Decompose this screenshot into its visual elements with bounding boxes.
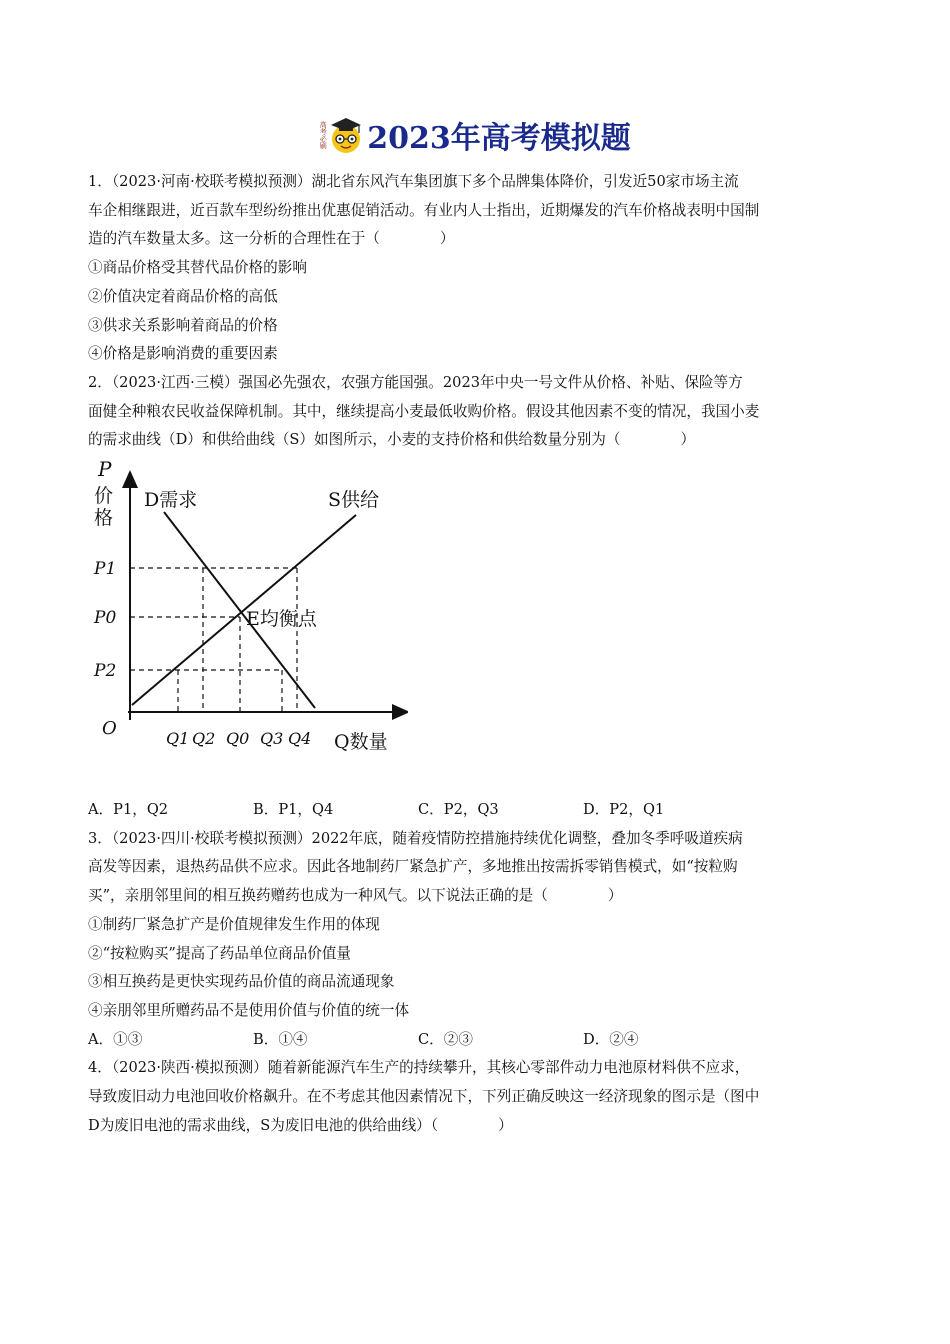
q2-line (88, 426, 866, 455)
option-a[interactable]: A．①③ (88, 1030, 143, 1048)
q4-line: 4．（2023·陕西·模拟预测）随着新能源汽车生产的持续攀升，其核心零部件动力电池原材料供不应求， (88, 1059, 750, 1077)
page-title: 2023年高考模拟题 (367, 121, 631, 156)
q1-item: ④价格是影响消费的重要因素 (88, 345, 278, 363)
page-header (0, 110, 950, 160)
q3-label: Q3 (260, 729, 284, 749)
logo-text: 高考必刷 (319, 121, 328, 149)
origin-label: O (102, 718, 117, 740)
close-paren: ） (680, 431, 696, 449)
q1-item: ②价值决定着商品价格的高低 (88, 287, 278, 305)
q1-item: ③供求关系影响着商品的价格 (88, 316, 278, 334)
p2-label: P2 (94, 661, 117, 682)
option-b[interactable]: B．①④ (253, 1030, 308, 1048)
close-paren: ） (607, 887, 623, 905)
q4-stem-end: D为废旧电池的需求曲线，S为废旧电池的供给曲线）（ (88, 1116, 439, 1134)
close-paren: ） (439, 230, 455, 248)
q2-options (88, 796, 866, 825)
p-axis-label: P (98, 460, 112, 482)
q3-line: 3．（2023·四川·校联考模拟预测）2022年底，随着疫情防控措施持续优化调整，叠加冬季呼吸道疾病 (88, 829, 743, 847)
q4-line: 导致废旧动力电池回收价格飙升。在不考虑其他因素情况下，下列正确反映这一经济现象的图示是（图中 (88, 1088, 760, 1106)
q2-line: 面健全种粮农民收益保障机制。其中，继续提高小麦最低收购价格。假设其他因素不变的情况，我国小麦 (88, 402, 760, 420)
q3-line: 高发等因素，退热药品供不应求。因此各地制药厂紧急扩产，多地推出按需拆零销售模式，如“按粒购 (88, 858, 738, 876)
q3-item: ①制药厂紧急扩产是价值规律发生作用的体现 (88, 915, 380, 933)
q1-line: 车企相继跟进，近百款车型纷纷推出优惠促销活动。有业内人士指出，近期爆发的汽车价格战表明中国制 (88, 201, 760, 219)
q4-line (88, 1112, 866, 1141)
option-d[interactable]: D．P2，Q1 (583, 801, 665, 819)
q2-line: 2．（2023·江西·三模）强国必先强农，农强方能国强。2023年中央一号文件从价格、补贴、保险等方 (88, 373, 743, 391)
q0-label: Q0 (226, 729, 250, 749)
p0-label: P0 (94, 608, 117, 629)
question-content (88, 168, 866, 1140)
q2-label: Q2 (192, 729, 216, 749)
supply-curve (132, 515, 356, 705)
q2-stem-end: 的需求曲线（D）和供给曲线（S）如图所示，小麦的支持价格和供给数量分别为（ (88, 431, 621, 449)
q1-line: 1．（2023·河南·校联考模拟预测）湖北省东风汽车集团旗下多个品牌集体降价，引发近50家市场主流 (88, 173, 739, 190)
y-axis-label: 价 (94, 485, 114, 508)
supply-label: S供给 (328, 489, 380, 512)
option-d[interactable]: D．②④ (583, 1030, 639, 1048)
q3-line (88, 882, 866, 911)
q3-item: ②“按粒购买”提高了药品单位商品价值量 (88, 944, 352, 962)
option-a[interactable]: A．P1，Q2 (88, 801, 169, 819)
q1-stem-end: 造的汽车数量太多。这一分析的合理性在于（ (88, 230, 380, 248)
q1-item: ①商品价格受其替代品价格的影响 (88, 259, 307, 277)
option-c[interactable]: C．P2，Q3 (418, 801, 499, 819)
logo (319, 115, 363, 155)
demand-label: D需求 (144, 489, 198, 512)
q4-label: Q4 (288, 729, 312, 749)
p1-label: P1 (94, 559, 117, 580)
close-paren: ） (498, 1116, 513, 1134)
q3-item: ④亲朋邻里所赠药品不是使用价值与价值的统一体 (88, 1001, 410, 1019)
supply-demand-graph (88, 460, 408, 780)
q1-label: Q1 (166, 729, 190, 749)
q1-line (88, 225, 866, 254)
supply-demand-figure (88, 455, 866, 796)
option-b[interactable]: B．P1，Q4 (253, 801, 334, 819)
equilibrium-label: E均衡点 (246, 608, 317, 631)
q3-item: ③相互换药是更快实现药品价值的商品流通现象 (88, 973, 395, 991)
x-axis-label: Q数量 (334, 731, 388, 754)
option-c[interactable]: C．②③ (418, 1030, 473, 1048)
y-axis-label: 格 (94, 507, 114, 530)
q3-stem-end: 买”，亲朋邻里间的相互换药赠药也成为一种风气。以下说法正确的是（ (88, 887, 548, 905)
q3-options (88, 1026, 866, 1055)
scholar-emoji-icon (329, 115, 363, 155)
